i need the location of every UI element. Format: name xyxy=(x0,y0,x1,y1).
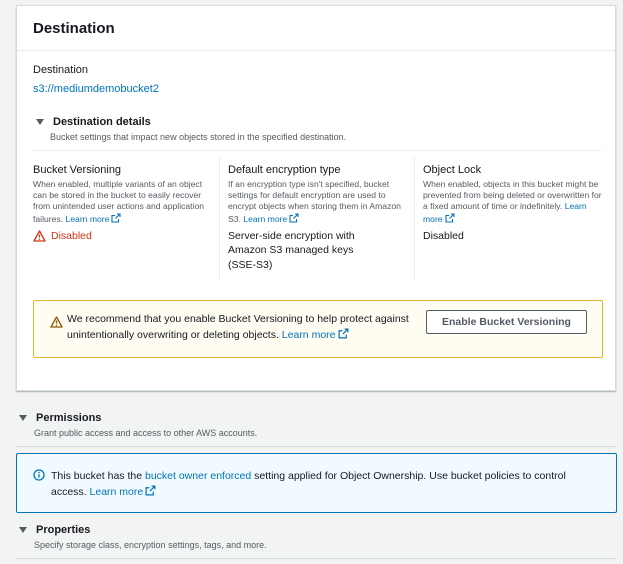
learn-more-label: Learn more xyxy=(65,213,110,224)
bucket-versioning-description-text: When enabled, multiple variants of an object can be stored in the bucket to easily recover from unintended user actions and application failures. xyxy=(33,179,205,224)
external-link-icon xyxy=(445,213,455,223)
learn-more-label: Learn more xyxy=(423,201,587,224)
properties-title: Properties xyxy=(36,524,91,536)
permissions-toggle[interactable] xyxy=(16,412,616,424)
default-encryption-description xyxy=(228,179,410,225)
column-separator xyxy=(414,156,415,280)
object-lock-title: Object Lock xyxy=(423,164,482,176)
permissions-description: Grant public access and access to other AWS accounts. xyxy=(34,428,258,438)
external-link-icon xyxy=(289,213,299,223)
learn-more-label: Learn more xyxy=(243,213,288,224)
warning-message xyxy=(67,312,417,343)
properties-toggle[interactable] xyxy=(16,524,616,536)
properties-description: Specify storage class, encryption settings, tags, and more. xyxy=(34,540,267,550)
info-message xyxy=(51,468,591,500)
object-lock-value: Disabled xyxy=(423,229,464,242)
destination-card xyxy=(16,5,616,391)
properties-section[interactable] xyxy=(16,524,616,550)
destination-details-title: Destination details xyxy=(53,116,151,128)
permissions-title: Permissions xyxy=(36,412,102,424)
external-link-icon xyxy=(145,485,156,496)
column-separator xyxy=(219,156,220,280)
object-ownership-info-alert xyxy=(16,453,617,513)
default-encryption-description-text: If an encryption type isn't specified, bucket settings for default encryption are used to encrypt objects when storing them in Amazon S3. xyxy=(228,179,401,224)
external-link-icon xyxy=(338,328,349,339)
warning-learn-more-link[interactable] xyxy=(282,329,349,341)
bucket-versioning-status: Disabled xyxy=(51,229,92,242)
info-text-after: setting applied for Object Ownership. Use bucket policies to control access. xyxy=(51,470,566,498)
destination-details-description: Bucket settings that impact new objects stored in the specified destination. xyxy=(50,132,347,142)
destination-label: Destination xyxy=(33,64,89,76)
divider xyxy=(16,446,616,447)
warning-icon xyxy=(33,230,46,242)
bucket-versioning-column xyxy=(33,164,213,243)
info-text-before: This bucket has the xyxy=(51,470,143,482)
info-learn-more-link[interactable] xyxy=(90,486,157,498)
destination-link[interactable]: s3://mediumdemobucket2 xyxy=(33,83,159,95)
info-icon xyxy=(33,469,45,481)
default-encryption-column xyxy=(228,164,410,272)
bucket-versioning-learn-more-link[interactable] xyxy=(65,214,121,224)
bucket-versioning-description xyxy=(33,179,213,225)
object-lock-description xyxy=(423,179,603,225)
divider xyxy=(16,558,616,559)
permissions-section[interactable] xyxy=(16,412,616,438)
card-title: Destination xyxy=(33,19,115,37)
warning-text: We recommend that you enable Bucket Versioning to help protect against unintentionally overwriting or deleting objects. xyxy=(67,313,409,341)
destination-details-toggle[interactable] xyxy=(33,116,151,128)
learn-more-label: Learn more xyxy=(281,328,336,341)
enable-bucket-versioning-button[interactable]: Enable Bucket Versioning xyxy=(426,310,587,334)
bucket-owner-enforced-link[interactable]: bucket owner enforced xyxy=(144,470,252,482)
external-link-icon xyxy=(111,213,121,223)
learn-more-label: Learn more xyxy=(89,486,144,498)
default-encryption-title: Default encryption type xyxy=(228,164,341,176)
object-lock-column xyxy=(423,164,603,243)
object-lock-description-text: When enabled, objects in this bucket might be prevented from being deleted or overwritten for a fixed amount of time or indefinitely. xyxy=(423,179,602,212)
caret-down-icon xyxy=(19,527,27,533)
warning-icon xyxy=(50,316,63,328)
bucket-versioning-value xyxy=(33,229,213,244)
divider xyxy=(33,150,601,151)
versioning-warning-alert xyxy=(33,300,603,358)
default-encryption-learn-more-link[interactable] xyxy=(243,214,299,224)
caret-down-icon xyxy=(36,119,44,125)
caret-down-icon xyxy=(19,415,27,421)
bucket-versioning-title: Bucket Versioning xyxy=(33,164,122,176)
card-header xyxy=(17,6,615,51)
default-encryption-value: Server-side encryption with Amazon S3 managed keys (SSE-S3) xyxy=(228,229,355,271)
